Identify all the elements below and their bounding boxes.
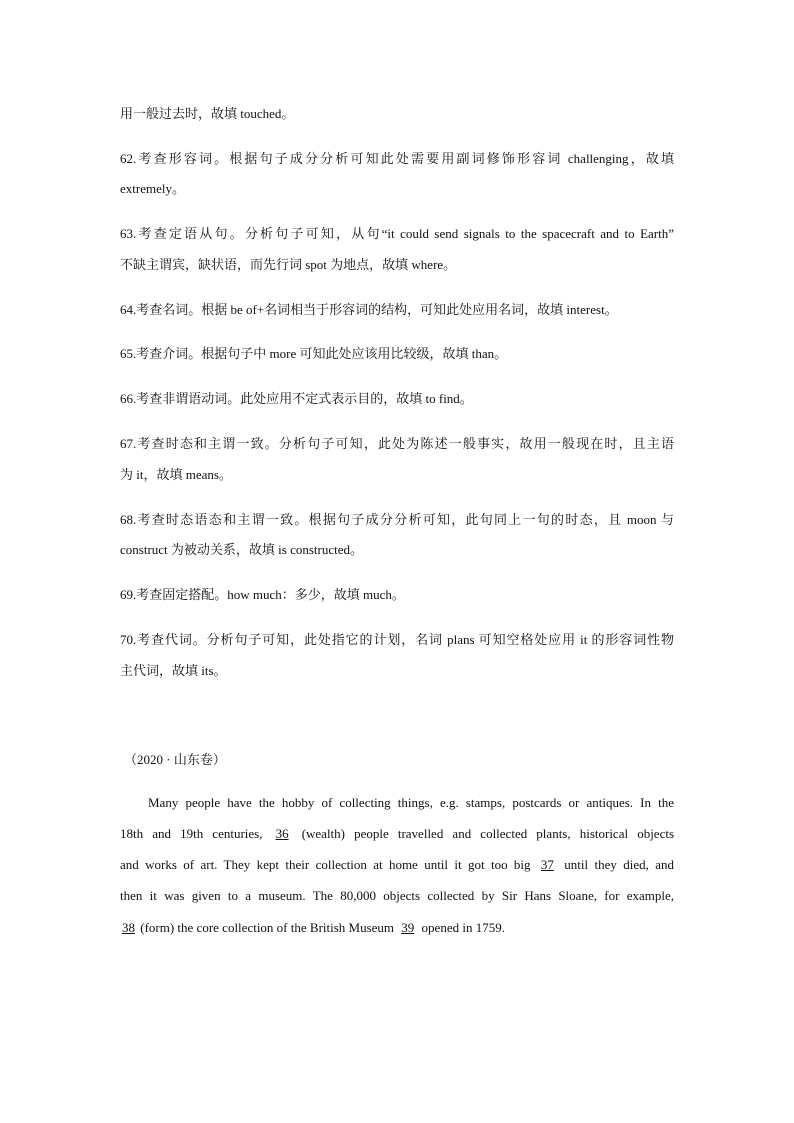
answer-69: 69.考查固定搭配。how much：多少，故填 much。 [120,587,405,602]
passage-line-3-post: until they died, and [564,857,675,872]
answer-70-line1: 70.考查代词。分析句子可知，此处指它的计划，名词 plans 可知空格处应用 it 的形容词性物 [120,632,674,647]
answer-62-line2: extremely。 [120,181,185,196]
passage-line-1: Many people have the hobby of collecting things, e.g. stamps, postcards or antiques. In the [148,795,674,810]
answer-63-line1: 63.考查定语从句。分析句子可知，从句“it could send signals to the spacecraft and to Earth” [120,226,674,241]
answer-67-line2: 为 it，故填 means。 [120,467,232,482]
answer-64: 64.考查名词。根据 be of+名词相当于形容词的结构，可知此处应用名词，故填 interest。 [120,302,618,317]
passage-line-3 [120,857,674,873]
answer-65: 65.考查介词。根据句子中 more 可知此处应该用比较级，故填 than。 [120,346,508,361]
passage-line-5 [120,920,505,936]
passage-line-5-mid: (form) the core collection of the British Museum [140,920,395,935]
answer-62-line1: 62.考查形容词。根据句子成分分析可知此处需要用副词修饰形容词 challenging，故填 [120,151,674,166]
answer-68-line2: construct 为被动关系，故填 is constructed。 [120,542,363,557]
answer-line-touched: 用一般过去时，故填 touched。 [120,106,295,121]
answer-67-line1: 67.考查时态和主谓一致。分析句子可知，此处为陈述一般事实，故用一般现在时，且主语 [120,436,674,451]
answer-63-line2: 不缺主谓宾，缺状语，而先行词 spot 为地点，故填 where。 [120,257,457,272]
answer-66: 66.考查非谓语动词。此处应用不定式表示目的，故填 to find。 [120,391,473,406]
answer-70-line2: 主代词，故填 its。 [120,663,227,678]
passage-line-2 [120,826,674,842]
blank-39: 39 [401,920,415,935]
answer-68-line1: 68.考查时态语态和主谓一致。根据句子成分分析可知，此句同上一句的时态，且 moon 与 [120,512,674,527]
passage-line-3-pre: and works of art. They kept their collection at home until it got too big [120,857,531,872]
passage-source: （2020 · 山东卷） [124,752,226,767]
passage-line-4: then it was given to a museum. The 80,000 objects collected by Sir Hans Sloane, for example, [120,888,674,903]
passage-line-2-post: (wealth) people travelled and collected plants, historical objects [301,826,675,841]
passage-line-5-post: opened in 1759. [421,920,505,935]
passage-line-2-pre: 18th and 19th centuries, [120,826,263,841]
blank-38: 38 [122,920,135,935]
blank-36: 36 [275,826,289,841]
blank-37: 37 [540,857,554,872]
